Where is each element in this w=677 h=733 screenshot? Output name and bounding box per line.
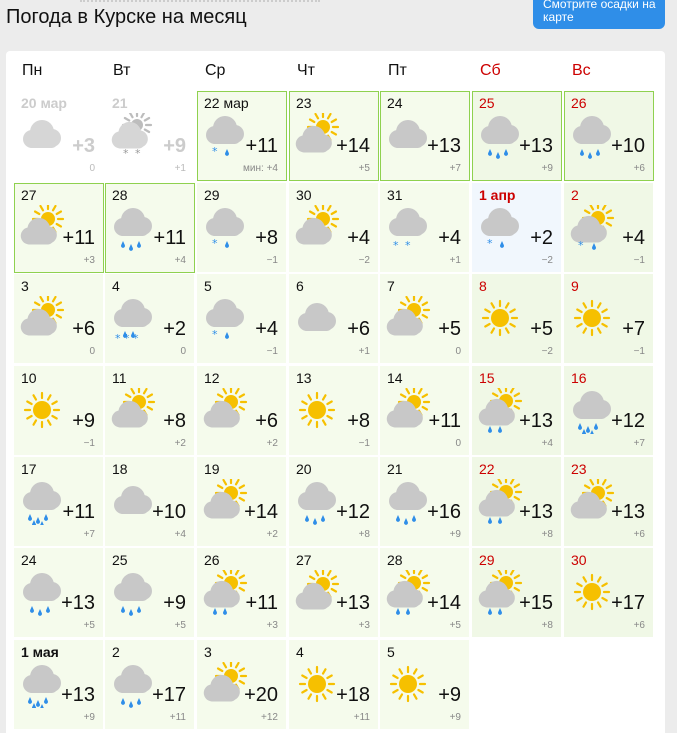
day-cell[interactable] [472, 548, 562, 638]
min-temperature: +12 [261, 712, 278, 723]
cloudy-rain-icon [18, 570, 66, 616]
sun-icon [568, 570, 616, 616]
svg-text:*: * [578, 239, 584, 251]
cloudy-icon [293, 296, 341, 342]
day-cell[interactable] [197, 183, 287, 273]
day-date: 17 [21, 461, 37, 477]
max-temperature: +12 [336, 501, 370, 523]
sun-icon [18, 388, 66, 434]
weekday-header: Чт [297, 62, 315, 79]
max-temperature: +16 [427, 501, 461, 523]
min-temperature: +8 [358, 529, 370, 540]
max-temperature: +5 [530, 318, 553, 340]
min-temperature: −2 [541, 346, 553, 357]
max-temperature: +2 [163, 318, 186, 340]
min-temperature: +6 [633, 529, 645, 540]
min-temperature: +4 [541, 438, 553, 449]
max-temperature: +5 [438, 318, 461, 340]
day-date: 1 мая [21, 644, 59, 660]
svg-text:*: * [212, 237, 218, 250]
max-temperature: +6 [72, 318, 95, 340]
svg-text:*: * [123, 147, 129, 159]
cloudy-heavy-rain-icon [568, 388, 616, 434]
max-temperature: +11 [62, 227, 95, 249]
max-temperature: +4 [438, 227, 461, 249]
cloudy-rain-icon [293, 479, 341, 525]
svg-text:*: * [115, 332, 121, 342]
cloudy-rain-snow-icon [201, 296, 249, 342]
min-temperature: +1 [174, 163, 186, 174]
svg-text:*: * [124, 332, 130, 342]
day-cell[interactable] [14, 183, 104, 273]
day-date: 1 апр [479, 187, 516, 203]
day-cell[interactable] [564, 366, 654, 456]
cloudy-rain-icon [109, 662, 157, 708]
partly-cloudy-icon [18, 205, 66, 251]
day-cell[interactable] [105, 91, 195, 181]
day-cell[interactable] [14, 640, 104, 730]
max-temperature: +8 [255, 227, 278, 249]
partly-cloudy-rain-icon [476, 479, 524, 525]
min-temperature: +9 [449, 712, 461, 723]
max-temperature: +18 [336, 684, 370, 706]
day-cell[interactable] [289, 366, 379, 456]
day-cell[interactable] [14, 457, 104, 547]
max-temperature: +14 [336, 135, 370, 157]
max-temperature: +20 [244, 684, 278, 706]
day-cell[interactable] [105, 183, 195, 273]
day-date: 10 [21, 370, 37, 386]
max-temperature: +2 [530, 227, 553, 249]
min-temperature: +2 [266, 438, 278, 449]
day-date: 23 [571, 461, 587, 477]
max-temperature: +17 [152, 684, 186, 706]
day-date: 27 [21, 187, 37, 203]
min-temperature: +6 [633, 163, 645, 174]
partly-cloudy-rain-icon [201, 570, 249, 616]
day-cell[interactable] [197, 640, 287, 730]
day-cell[interactable] [564, 457, 654, 547]
day-date: 22 мар [204, 95, 249, 111]
day-date: 11 [112, 370, 127, 386]
partly-cloudy-icon [201, 388, 249, 434]
max-temperature: +13 [519, 410, 553, 432]
min-temperature: +1 [449, 255, 461, 266]
page-title: Погода в Курске на месяц [6, 6, 247, 28]
day-cell[interactable] [197, 548, 287, 638]
day-date: 14 [387, 370, 403, 386]
day-cell[interactable] [472, 183, 562, 273]
day-date: 24 [387, 95, 403, 111]
day-date: 21 [387, 461, 403, 477]
day-cell[interactable] [564, 548, 654, 638]
day-date: 25 [112, 552, 128, 568]
max-temperature: +14 [244, 501, 278, 523]
day-cell[interactable] [380, 183, 470, 273]
day-cell[interactable] [380, 640, 470, 730]
min-temperature: +5 [174, 620, 186, 631]
cloudy-rain-icon [384, 479, 432, 525]
min-temperature: +7 [83, 529, 95, 540]
day-date: 13 [296, 370, 312, 386]
day-date: 24 [21, 552, 37, 568]
weekday-header: Пн [22, 62, 43, 79]
cloudy-heavy-rain-icon [18, 662, 66, 708]
partly-cloudy-icon [109, 388, 157, 434]
day-date: 2 [112, 644, 120, 660]
cloudy-rain-icon [109, 205, 157, 251]
svg-text:*: * [133, 332, 139, 342]
min-temperature: +8 [541, 620, 553, 631]
sun-icon [568, 296, 616, 342]
max-temperature: +13 [519, 135, 553, 157]
day-cell[interactable] [197, 91, 287, 181]
day-cell[interactable] [564, 274, 654, 364]
day-date: 2 [571, 187, 579, 203]
max-temperature: +13 [611, 501, 645, 523]
day-cell[interactable] [14, 548, 104, 638]
day-cell[interactable] [105, 640, 195, 730]
day-cell[interactable] [472, 274, 562, 364]
min-temperature: +11 [169, 712, 186, 723]
partly-cloudy-icon [293, 113, 341, 159]
min-temperature: −1 [633, 346, 645, 357]
sun-icon [293, 662, 341, 708]
day-cell[interactable] [472, 457, 562, 547]
day-cell[interactable] [197, 274, 287, 364]
partly-cloudy-rain-snow-icon [568, 205, 616, 251]
min-temperature: +11 [353, 712, 370, 723]
cloudy-icon [18, 113, 66, 159]
day-date: 6 [296, 278, 304, 294]
cloudy-rain-icon [568, 113, 616, 159]
cloudy-sun-snow-icon [109, 113, 157, 159]
day-cell[interactable] [289, 457, 379, 547]
partly-cloudy-rain-icon [384, 570, 432, 616]
cloudy-heavy-rain-icon [18, 479, 66, 525]
max-temperature: +4 [347, 227, 370, 249]
day-date: 19 [204, 461, 220, 477]
partly-cloudy-icon [384, 296, 432, 342]
day-date: 5 [387, 644, 395, 660]
cloudy-rain-snow-icon [476, 205, 524, 251]
svg-text:*: * [212, 145, 218, 158]
max-temperature: +9 [163, 135, 186, 157]
day-date: 21 [112, 95, 128, 111]
day-cell[interactable] [105, 457, 195, 547]
min-temperature: +8 [541, 529, 553, 540]
min-temperature: +5 [358, 163, 370, 174]
max-temperature: +9 [438, 684, 461, 706]
max-temperature: +11 [245, 135, 278, 157]
max-temperature: +13 [427, 135, 461, 157]
max-temperature: +9 [163, 592, 186, 614]
min-temperature: +9 [541, 163, 553, 174]
min-temperature: 0 [455, 346, 461, 357]
max-temperature: +9 [72, 410, 95, 432]
day-date: 27 [296, 552, 312, 568]
max-temperature: +10 [152, 501, 186, 523]
partly-cloudy-rain-icon [476, 388, 524, 434]
day-date: 29 [479, 552, 495, 568]
svg-text:*: * [393, 239, 399, 251]
min-temperature: +1 [358, 346, 370, 357]
day-date: 7 [387, 278, 395, 294]
day-date: 28 [112, 187, 128, 203]
max-temperature: +6 [255, 410, 278, 432]
min-temperature: −1 [633, 255, 645, 266]
sun-icon [476, 296, 524, 342]
min-temperature: +4 [174, 529, 186, 540]
min-temperature: +3 [83, 255, 95, 266]
max-temperature: +15 [519, 592, 553, 614]
min-temperature: +2 [266, 529, 278, 540]
day-cell[interactable] [380, 457, 470, 547]
min-temperature: +6 [633, 620, 645, 631]
svg-text:*: * [212, 328, 218, 341]
day-cell[interactable] [105, 366, 195, 456]
day-cell[interactable] [289, 640, 379, 730]
day-cell[interactable] [14, 91, 104, 181]
day-cell[interactable] [289, 548, 379, 638]
day-cell[interactable] [289, 183, 379, 273]
partly-cloudy-icon [568, 479, 616, 525]
day-cell[interactable] [289, 91, 379, 181]
max-temperature: +8 [347, 410, 370, 432]
min-temperature: +5 [83, 620, 95, 631]
svg-text:*: * [135, 147, 141, 159]
max-temperature: +14 [427, 592, 461, 614]
min-temperature: +3 [358, 620, 370, 631]
max-temperature: +13 [61, 684, 95, 706]
day-date: 18 [112, 461, 128, 477]
day-date: 20 мар [21, 95, 67, 111]
min-temperature: +9 [83, 712, 95, 723]
max-temperature: +4 [622, 227, 645, 249]
weekday-header: Сб [480, 62, 501, 79]
top-divider [80, 0, 320, 4]
day-cell[interactable] [105, 548, 195, 638]
day-cell[interactable] [564, 91, 654, 181]
min-temperature: +9 [449, 529, 461, 540]
weekday-header: Пт [388, 62, 407, 79]
min-temperature: +5 [449, 620, 461, 631]
day-date: 25 [479, 95, 495, 111]
cloudy-rain-snow-icon [201, 113, 249, 159]
min-temperature: −1 [266, 346, 278, 357]
min-temperature: 0 [89, 346, 95, 357]
max-temperature: +11 [245, 592, 278, 614]
min-temperature: +4 [174, 255, 186, 266]
cloudy-snow-icon [384, 205, 432, 251]
day-date: 23 [296, 95, 312, 111]
day-date: 8 [479, 278, 487, 294]
svg-text:*: * [487, 237, 493, 250]
day-date: 5 [204, 278, 212, 294]
precipitation-map-button[interactable]: Смотрите осадки на карте [533, 0, 665, 29]
min-temperature: 0 [455, 438, 461, 449]
day-cell[interactable] [197, 457, 287, 547]
day-date: 29 [204, 187, 220, 203]
max-temperature: +17 [611, 592, 645, 614]
cloudy-icon [384, 113, 432, 159]
partly-cloudy-icon [293, 570, 341, 616]
min-temperature: 0 [180, 346, 186, 357]
min-temperature: +7 [633, 438, 645, 449]
weekday-header: Вс [572, 62, 591, 79]
max-temperature: +3 [72, 135, 95, 157]
day-cell[interactable] [289, 274, 379, 364]
day-date: 22 [479, 461, 495, 477]
partly-cloudy-icon [384, 388, 432, 434]
day-cell[interactable] [14, 274, 104, 364]
max-temperature: +13 [61, 592, 95, 614]
max-temperature: +13 [336, 592, 370, 614]
day-date: 30 [296, 187, 312, 203]
partly-cloudy-icon [201, 479, 249, 525]
max-temperature: +13 [519, 501, 553, 523]
max-temperature: +10 [611, 135, 645, 157]
cloudy-rain-icon [109, 570, 157, 616]
day-cell[interactable] [105, 274, 195, 364]
max-temperature: +11 [62, 501, 95, 523]
day-date: 3 [21, 278, 29, 294]
weekday-header: Ср [205, 62, 226, 79]
min-temperature: +2 [174, 438, 186, 449]
min-temperature: −1 [83, 438, 95, 449]
cloudy-icon [109, 479, 157, 525]
max-temperature: +6 [347, 318, 370, 340]
day-date: 9 [571, 278, 579, 294]
max-temperature: +7 [622, 318, 645, 340]
day-date: 16 [571, 370, 587, 386]
day-date: 28 [387, 552, 403, 568]
day-cell[interactable] [380, 274, 470, 364]
day-cell[interactable] [197, 366, 287, 456]
max-temperature: +11 [428, 410, 461, 432]
min-temperature: +7 [449, 163, 461, 174]
day-cell[interactable] [472, 366, 562, 456]
day-cell[interactable] [380, 366, 470, 456]
day-date: 26 [571, 95, 587, 111]
partly-cloudy-icon [18, 296, 66, 342]
svg-text:*: * [405, 239, 411, 251]
day-cell[interactable] [472, 91, 562, 181]
day-date: 3 [204, 644, 212, 660]
weekday-header: Вт [113, 62, 131, 79]
max-temperature: +12 [611, 410, 645, 432]
day-date: 4 [112, 278, 120, 294]
partly-cloudy-icon [201, 662, 249, 708]
day-cell[interactable] [564, 183, 654, 273]
max-temperature: +11 [153, 227, 186, 249]
day-cell[interactable] [380, 548, 470, 638]
sun-icon [384, 662, 432, 708]
day-cell[interactable] [380, 91, 470, 181]
day-date: 15 [479, 370, 495, 386]
sun-icon [293, 388, 341, 434]
cloudy-rain-icon [476, 113, 524, 159]
min-temperature: −2 [541, 255, 553, 266]
day-date: 26 [204, 552, 220, 568]
cloudy-rain-heavy-snow-icon [109, 296, 157, 342]
max-temperature: +8 [163, 410, 186, 432]
min-temperature: 0 [89, 163, 95, 174]
partly-cloudy-rain-icon [476, 570, 524, 616]
day-date: 20 [296, 461, 312, 477]
day-date: 30 [571, 552, 587, 568]
day-date: 12 [204, 370, 220, 386]
min-temperature: −1 [266, 255, 278, 266]
min-temperature: −1 [358, 438, 370, 449]
max-temperature: +4 [255, 318, 278, 340]
day-date: 31 [387, 187, 403, 203]
partly-cloudy-icon [293, 205, 341, 251]
min-temperature: +3 [266, 620, 278, 631]
day-date: 4 [296, 644, 304, 660]
min-temperature: −2 [358, 255, 370, 266]
cloudy-rain-snow-icon [201, 205, 249, 251]
day-cell[interactable] [14, 366, 104, 456]
min-temperature: мин: +4 [243, 163, 278, 174]
